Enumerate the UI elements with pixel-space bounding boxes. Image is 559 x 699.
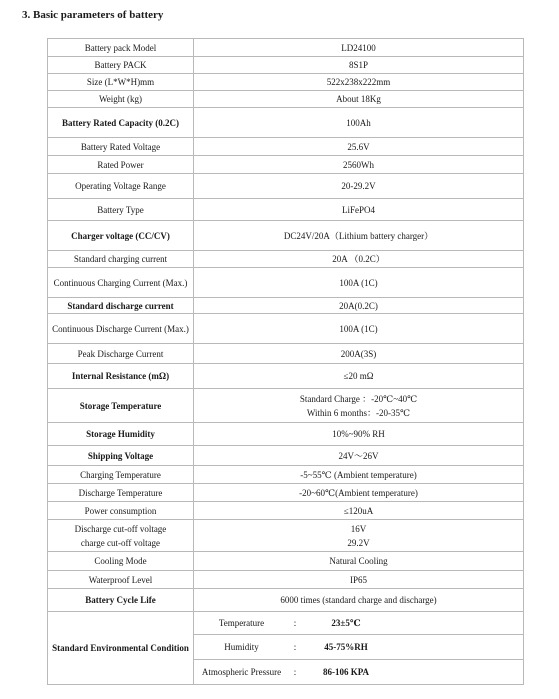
param-label: Charging Temperature (48, 466, 194, 484)
environment-item-name: Humidity (224, 642, 259, 652)
table-row (48, 502, 524, 520)
param-value: DC24V/20A（Lithium battery charger） (194, 221, 524, 251)
param-value: 20-29.2V (194, 174, 524, 199)
table-row (48, 174, 524, 199)
param-label: Cooling Mode (48, 552, 194, 571)
param-value: 100A (1C) (194, 314, 524, 344)
param-value (194, 389, 524, 423)
table-row (48, 364, 524, 389)
param-value: 20A （0.2C） (194, 251, 524, 268)
environment-item-separator: : (293, 618, 297, 628)
table-row (48, 612, 524, 635)
param-label: Battery pack Model (48, 39, 194, 57)
environment-item-separator: : (293, 642, 297, 652)
param-label: Size (L*W*H)mm (48, 74, 194, 91)
table-row (48, 484, 524, 502)
param-label: Operating Voltage Range (48, 174, 194, 199)
table-row (48, 138, 524, 156)
param-label-line: charge cut-off voltage (80, 537, 161, 548)
param-value: 100Ah (194, 108, 524, 138)
table-row (48, 74, 524, 91)
param-label: Continuous Discharge Current (Max.) (48, 314, 194, 344)
param-value: 10%~90% RH (194, 423, 524, 446)
environment-item-value: 86-106 KPA (322, 667, 370, 677)
param-label: Charger voltage (CC/CV) (48, 221, 194, 251)
param-value: 20A(0.2C) (194, 298, 524, 314)
table-row (48, 389, 524, 423)
param-label: Discharge Temperature (48, 484, 194, 502)
environment-item-separator: : (293, 667, 297, 677)
param-label: Battery PACK (48, 57, 194, 74)
table-row (48, 589, 524, 612)
param-value: 8S1P (194, 57, 524, 74)
table-row (48, 156, 524, 174)
param-value-line: Standard Charge ：-20℃~40℃ (299, 393, 418, 404)
param-label: Power consumption (48, 502, 194, 520)
param-value: 100A (1C) (194, 268, 524, 298)
param-value: -20~60℃(Ambient temperature) (194, 484, 524, 502)
table-row (48, 39, 524, 57)
param-label: Storage Humidity (48, 423, 194, 446)
param-value: LiFePO4 (194, 199, 524, 221)
param-label-line: Discharge cut-off voltage (74, 523, 167, 534)
param-label: Continuous Charging Current (Max.) (48, 268, 194, 298)
param-value: ≤120uA (194, 502, 524, 520)
table-row (48, 57, 524, 74)
param-label: Battery Type (48, 199, 194, 221)
param-label (48, 520, 194, 552)
param-value: LD24100 (194, 39, 524, 57)
param-label: Standard Environmental Condition (48, 612, 194, 685)
param-label: Battery Rated Voltage (48, 138, 194, 156)
param-value-line: 16V (350, 523, 367, 534)
environment-item-value: 23±5℃ (331, 618, 361, 628)
param-label: Weight (kg) (48, 91, 194, 108)
environment-item (194, 612, 524, 635)
table-row (48, 314, 524, 344)
param-label: Peak Discharge Current (48, 344, 194, 364)
param-value: About 18Kg (194, 91, 524, 108)
param-value: 25.6V (194, 138, 524, 156)
table-row (48, 221, 524, 251)
param-value: -5~55℃ (Ambient temperature) (194, 466, 524, 484)
param-label: Shipping Voltage (48, 446, 194, 466)
table-row (48, 571, 524, 589)
param-value: 2560Wh (194, 156, 524, 174)
environment-item (194, 660, 524, 685)
param-label: Battery Cycle Life (48, 589, 194, 612)
param-value: 6000 times (standard charge and discharge) (194, 589, 524, 612)
param-label: Standard charging current (48, 251, 194, 268)
param-value (194, 520, 524, 552)
param-label: Battery Rated Capacity (0.2C) (48, 108, 194, 138)
environment-item (194, 635, 524, 660)
table-row (48, 344, 524, 364)
param-value: 24V～26V (194, 446, 524, 466)
table-row (48, 520, 524, 552)
param-label: Storage Temperature (48, 389, 194, 423)
table-row (48, 199, 524, 221)
table-row (48, 552, 524, 571)
param-label: Waterproof Level (48, 571, 194, 589)
table-row (48, 268, 524, 298)
table-row (48, 446, 524, 466)
table-row (48, 108, 524, 138)
table-row (48, 251, 524, 268)
param-value: Natural Cooling (194, 552, 524, 571)
table-row (48, 91, 524, 108)
environment-item-name: Temperature (218, 618, 265, 628)
param-value: ≤20 mΩ (194, 364, 524, 389)
environment-item-value: 45-75%RH (324, 642, 368, 652)
environment-item-name: Atmospheric Pressure (201, 667, 282, 677)
table-row (48, 466, 524, 484)
param-value: IP65 (194, 571, 524, 589)
param-label: Rated Power (48, 156, 194, 174)
param-value: 522x238x222mm (194, 74, 524, 91)
param-label: Standard discharge current (48, 298, 194, 314)
param-value-line: 29.2V (347, 537, 370, 548)
table-row (48, 423, 524, 446)
battery-parameters-table (47, 38, 524, 685)
param-value-line: Within 6 months：-20-35℃ (306, 407, 411, 418)
table-row (48, 298, 524, 314)
param-value: 200A(3S) (194, 344, 524, 364)
section-heading: 3. Basic parameters of battery (22, 9, 164, 21)
param-label: Internal Resistance (mΩ) (48, 364, 194, 389)
